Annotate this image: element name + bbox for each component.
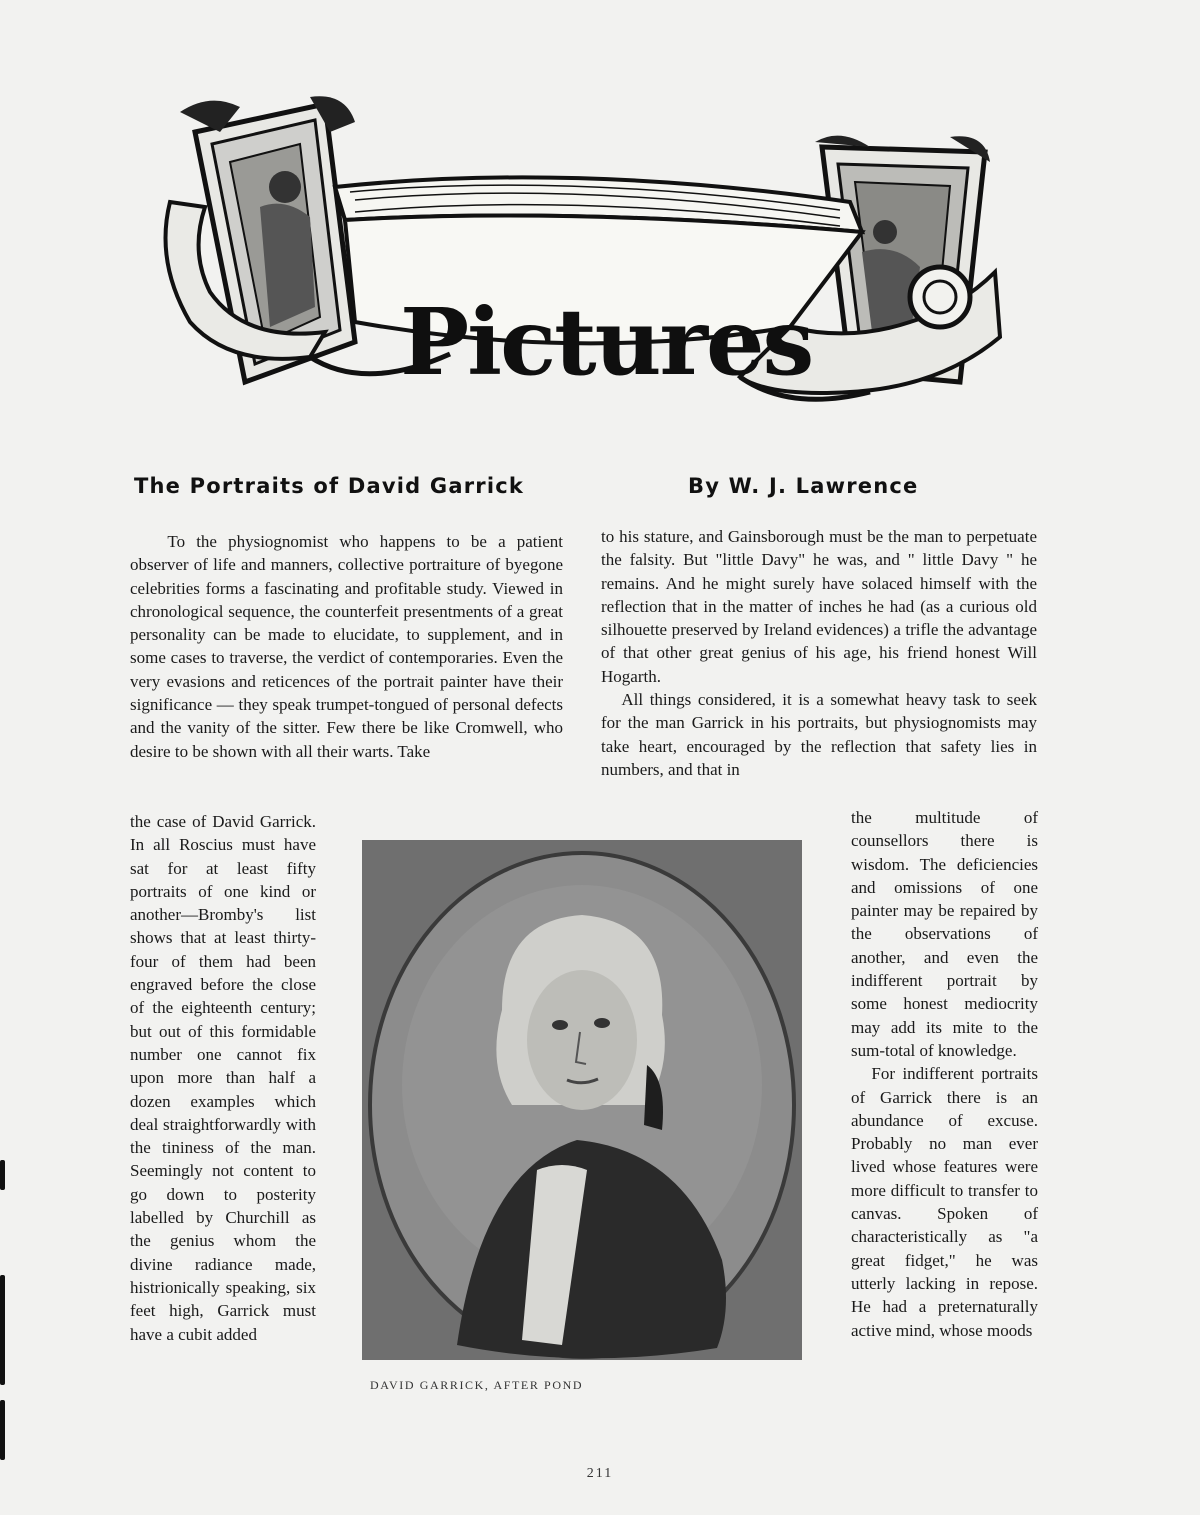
banner-title: Pictures (400, 288, 813, 396)
left-column-top (130, 530, 563, 763)
pictures-banner (150, 92, 1010, 422)
page-number: 211 (586, 1466, 614, 1481)
paragraph-indifferent-portraits: For indifferent portraits of Garrick there is an abundance of excuse. Probably no man ever lived whose features were more difficult to transfer to canvas. Spoken of characteristically as "a great fidget," he was utterly lacking in repose. He had a preternaturally active mind, whose moods (851, 1064, 1038, 1340)
paragraph-continued: the case of David Garrick. In all Roscius must have sat for at least fifty portraits of one kind or another—Bromby's list shows that at least thirty-four of them had been engraved before the close of the eighteenth century; but out of this formidable number one cannot fix upon more than half a dozen examples which deal straightforwardly with the tininess of the man. Seemingly not content to go down to posterity labelled by Churchill as the genius whom the divine radiance made, histrionically speaking, six feet high, Garrick must have a cubit added (130, 812, 316, 1344)
portrait-illustration (362, 840, 802, 1360)
paragraph-opening: To the physiognomist who happens to be a patient observer of life and manners, collective portraiture of byegone celebrities forms a fascinating and profitable study. Viewed in chronological sequence, the counterfeit presentments of a great personality can be made to elucidate, to supplement, and in some cases to traverse, the verdict of contemporaries. Even the very evasions and reticences of the portrait painter have their significance — they speak trumpet-tongued of personal defects and the vanity of the sitter. Few there be like Cromwell, who desire to be shown with all their warts. Take (130, 532, 563, 761)
paragraph-all-things: All things considered, it is a somewhat heavy task to seek for the man Garrick in his portraits, but physiognomists may take heart, encouraged by the reflection that safety lies in numbers, and that in (601, 690, 1037, 779)
binding-edge-mark (0, 1275, 5, 1385)
right-column-top (601, 525, 1037, 781)
binding-edge-mark (0, 1160, 5, 1190)
garrick-portrait-image (362, 840, 802, 1360)
right-column-narrow (851, 806, 1038, 1342)
binding-edge-mark (0, 1400, 5, 1460)
byline: By W. J. Lawrence (688, 474, 919, 498)
portrait-caption: DAVID GARRICK, AFTER POND (370, 1378, 584, 1392)
paragraph-stature: to his stature, and Gainsborough must be the man to perpetuate the falsity. But "little Davy" he was, and " little Davy " he remains. And he might surely have solaced himself with the reflection that in the matter of inches he had (as a curious old silhouette preserved by Ireland evidences) a trifle the advantage of that other great genius of his age, his friend honest Will Hogarth. (601, 527, 1037, 686)
article-title: The Portraits of David Garrick (134, 474, 525, 498)
left-column-narrow (130, 810, 316, 1346)
paragraph-counsellors: the multitude of counsellors there is wisdom. The deficiencies and omissions of one painter may be repaired by the observations of another, and even the indifferent portrait by some honest mediocrity may add its mite to the sum-total of knowledge. (851, 808, 1038, 1060)
